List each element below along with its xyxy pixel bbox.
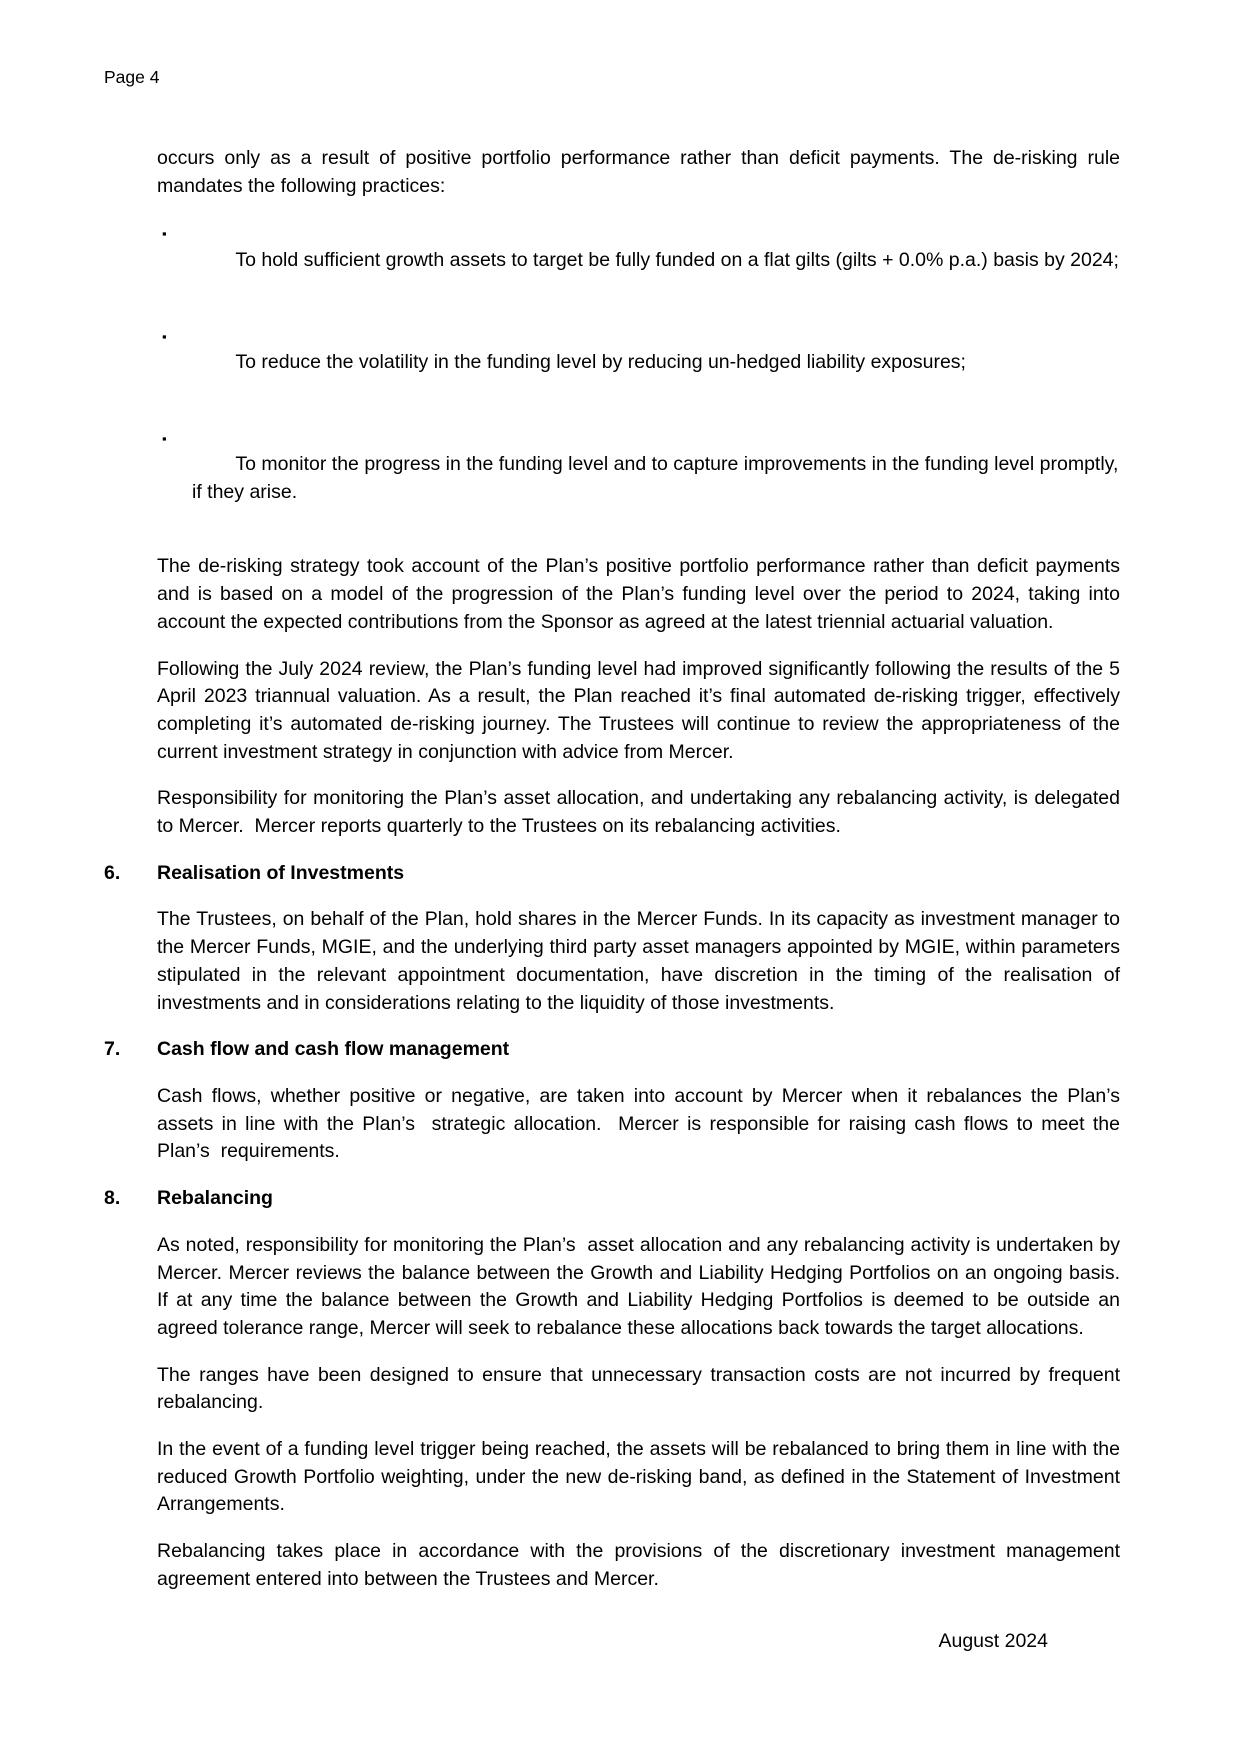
- paragraph: The Trustees, on behalf of the Plan, hold shares in the Mercer Funds. In its capacity as investment manager to the Mercer Funds, MGIE, and the underlying third party asset managers appointed by MGIE, within parameters stipulated in the relevant appointment documentation, have discretion in the timing of the realisation of investments and in considerations relating to the liquidity of those investments.: [157, 908, 1126, 1014]
- section-heading-cash-flow: [104, 1036, 1120, 1064]
- bullet-text: To monitor the progress in the funding level and to capture improvements in the funding level promptly, if they arise.: [192, 453, 1124, 504]
- paragraph: In the event of a funding level trigger being reached, the assets will be rebalanced to bring them in line with the reduced Growth Portfolio weighting, under the new de-risking band, as defined in the Statement of Investment Arrangements.: [157, 1438, 1126, 1516]
- paragraph: The de-risking strategy took account of the Plan’s positive portfolio performance rather than deficit payments and is based on a model of the progression of the Plan’s funding level over the period to 2024, taking into account the expected contributions from the Sponsor as agreed at the latest triennial actuarial valuation.: [157, 555, 1126, 633]
- document-date: August 2024: [938, 1630, 1048, 1652]
- document-body: [104, 145, 1131, 1613]
- paragraph: The ranges have been designed to ensure that unnecessary transaction costs are not incurred by frequent rebalancing.: [157, 1363, 1126, 1414]
- section-title: Cash flow and cash flow management: [157, 1038, 510, 1061]
- bullet-list: [157, 219, 1124, 534]
- paragraph: As noted, responsibility for monitoring the Plan’s asset allocation and any rebalancing activity is undertaken by Mercer. Mercer reviews the balance between the Growth and Liability Hedging Portfolios on an ongoing basis. If at any time the balance between the Growth and Liability Hedging Portfolios is deemed to be outside an agreed tolerance range, Mercer will seek to rebalance these allocations back towards the target allocations.: [157, 1233, 1126, 1339]
- bullet-square-icon: ▪: [162, 226, 167, 242]
- bullet-text: To hold sufficient growth assets to target be fully funded on a flat gilts (gilts + 0.0% p.a.) basis by 2024;: [235, 249, 1119, 272]
- section-title: Realisation of Investments: [157, 861, 405, 884]
- bullet-item: [157, 424, 1124, 535]
- intro-paragraph: occurs only as a result of positive portfolio performance rather than deficit payments. The de-risking rule mandates the following practices:: [157, 147, 1126, 197]
- section-number: 6.: [104, 861, 121, 884]
- bullet-square-icon: ▪: [162, 328, 167, 344]
- paragraph: Responsibility for monitoring the Plan’s asset allocation, and undertaking any rebalancing activity, is delegated to Mercer. Mercer reports quarterly to the Trustees on its rebalancing activities.: [157, 787, 1126, 838]
- paragraph: Rebalancing takes place in accordance with the provisions of the discretionary investment management agreement entered into between the Trustees and Mercer.: [157, 1540, 1126, 1590]
- section-number: 8.: [104, 1187, 121, 1210]
- paragraph: Following the July 2024 review, the Plan’s funding level had improved significantly following the results of the 5 April 2023 triannual valuation. As a result, the Plan reached it’s final automated de-risking trigger, effectively completing it’s automated de-risking journey. The Trustees will continue to review the appropriateness of the current investment strategy in conjunction with advice from Mercer.: [157, 657, 1126, 763]
- section-number: 7.: [104, 1038, 121, 1061]
- bullet-item: [157, 219, 1120, 302]
- section-heading-rebalancing: [104, 1185, 1120, 1213]
- bullet-square-icon: ▪: [162, 430, 167, 446]
- bullet-text: To reduce the volatility in the funding level by reducing un-hedged liability exposures;: [235, 351, 966, 374]
- section-heading-realisation: [104, 860, 1120, 888]
- paragraph: Cash flows, whether positive or negative, are taken into account by Mercer when it rebalances the Plan’s assets in line with the Plan’s strategic allocation. Mercer is responsible for raising cash flows to meet the Plan’s requirements.: [157, 1084, 1131, 1163]
- bullet-item: [157, 322, 1120, 405]
- section-title: Rebalancing: [157, 1187, 273, 1210]
- page-number-label: Page 4: [104, 67, 160, 87]
